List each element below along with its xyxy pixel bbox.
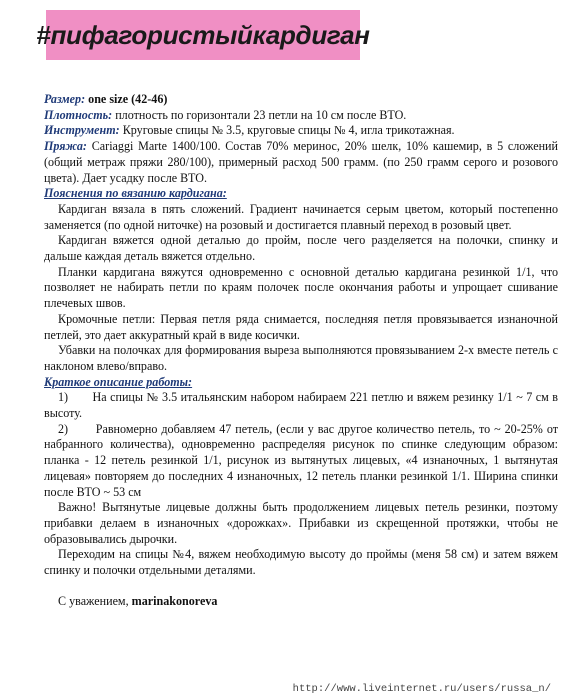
signature-prefix: С уважением, bbox=[58, 593, 129, 608]
document-body bbox=[44, 92, 558, 610]
brief-heading: Краткое описание работы: bbox=[44, 374, 193, 389]
note-paragraph: Важно! Вытянутые лицевые должны быть продолжением лицевых петель резинки, поэтому прибавки делаем в изнаночных «дорожках». Прибавки из скрещенной протяжки, чтобы не образовывались дырочки. bbox=[44, 500, 558, 546]
size-value: one size (42-46) bbox=[88, 92, 168, 106]
yarn-label: Пряжа: bbox=[44, 139, 87, 154]
density-label: Плотность: bbox=[44, 107, 113, 122]
step-number: 2) bbox=[58, 421, 69, 436]
tools-line bbox=[44, 123, 558, 139]
density-line bbox=[44, 108, 558, 124]
explain-paragraph: Кардиган вязала в пять сложений. Градиент начинается серым цветом, который постепенно заменяется (по одной ниточке) на розовый и достигается плавный переход в розовый цвет. bbox=[44, 201, 558, 232]
density-value: плотность по горизонтали 23 петли на 10 см после ВТО. bbox=[115, 107, 407, 122]
yarn-value: Cariaggi Marte 1400/100. Состав 70% меринос, 20% шелк, 10% кашемир, в 5 сложений (общий метраж пряжи 280/100), примерный расход 500 грамм. (по 250 грамм серого и розового цвета). Дает усадку после ВТО. bbox=[44, 139, 559, 185]
step-text: На спицы № 3.5 итальянским набором набираем 221 петлю и вяжем резинку 1/1 ~ 7 см в высоту. bbox=[44, 390, 558, 421]
step-item bbox=[44, 390, 558, 421]
signature-name: marinakonoreva bbox=[131, 593, 218, 608]
step-item bbox=[44, 422, 558, 501]
note-paragraph: Переходим на спицы №4, вяжем необходимую высоту до проймы (меня 58 см) и затем вяжем спинку и полочки отдельными деталями. bbox=[44, 547, 558, 578]
step-text: Равномерно добавляем 47 петель, (если у вас другое количество петель, то ~ 20-25% от набранного количества), одновременно распределяя рисунок по спинке следующим образом: планка - 12 петель резинкой 1/1, рисунок из вытянутых лицевых, «4 изнаночных, 1 вытянутая лицевая» повторяем до последних 4 изнаночных, 12 петель планки резинкой 1/1. Ширина спинки после ВТО ~ 53 см bbox=[44, 421, 558, 499]
title-banner bbox=[36, 10, 370, 60]
watermark-url: http://www.liveinternet.ru/users/russa_n/ bbox=[292, 683, 551, 695]
explain-paragraph: Кардиган вяжется одной деталью до пройм, после чего разделяется на полочки, спинку и дальше каждая деталь вяжется отдельно. bbox=[44, 233, 558, 264]
explain-paragraph: Кромочные петли: Первая петля ряда снимается, последняя петля провязывается изнаночной петлей, это дает аккуратный край в виде косички. bbox=[44, 311, 558, 342]
yarn-line bbox=[44, 139, 558, 186]
size-label: Размер: bbox=[44, 92, 86, 106]
tools-value: Круговые спицы № 3.5, круговые спицы № 4, игла трикотажная. bbox=[122, 123, 455, 138]
size-line bbox=[44, 92, 558, 108]
explain-paragraph: Планки кардигана вяжутся одновременно с основной деталью кардигана резинкой 1/1, что позволяет не набирать петли по краям полочек после окончания работы и упрощает сшивание плечевых швов. bbox=[44, 264, 558, 311]
explain-heading: Пояснения по вязанию кардигана: bbox=[44, 186, 227, 201]
page-title: #пифагористыйкардиган bbox=[36, 19, 370, 50]
signature bbox=[44, 594, 558, 610]
tools-label: Инструмент: bbox=[44, 123, 120, 138]
step-number: 1) bbox=[58, 390, 69, 405]
explain-paragraph: Убавки на полочках для формирования выреза выполняются провязыванием 2-х вместе петель с наклоном влево/вправо. bbox=[44, 343, 558, 373]
